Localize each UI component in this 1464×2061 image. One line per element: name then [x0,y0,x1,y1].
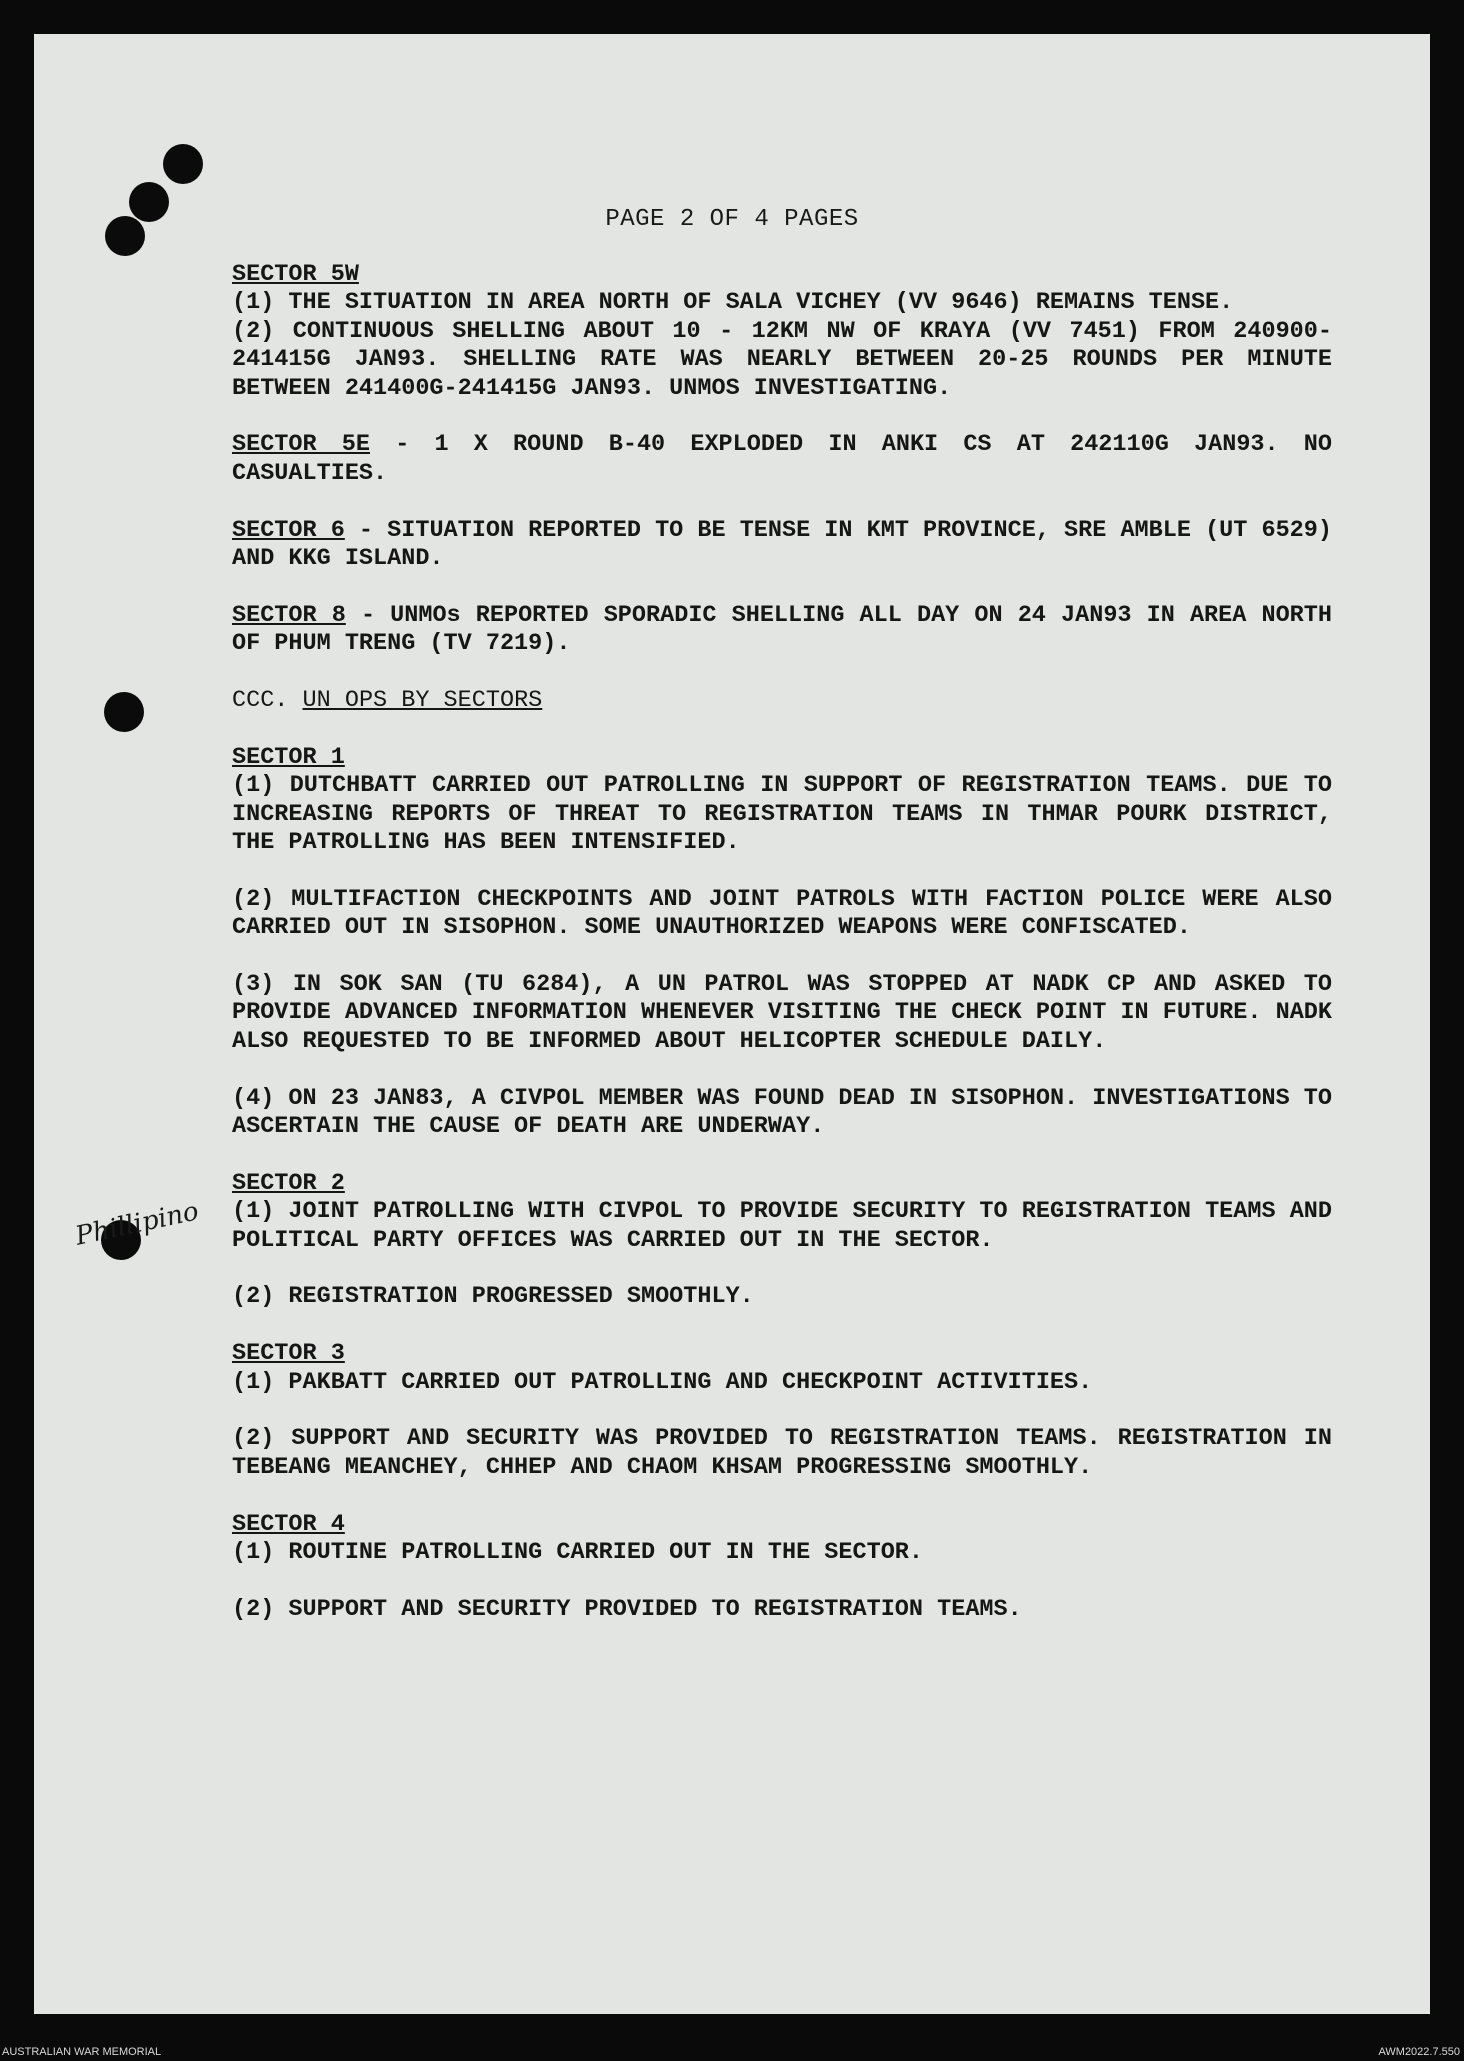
punch-hole [104,692,144,732]
document-page [34,34,1430,2014]
sector-3-block [232,1340,1332,1397]
footer-institution: AUSTRALIAN WAR MEMORIAL [2,2046,162,2058]
section-heading: SECTOR 4 [232,1510,345,1538]
section-heading: SECTOR 2 [232,1169,345,1197]
paragraph: (1) DUTCHBATT CARRIED OUT PATROLLING IN SUPPORT OF REGISTRATION TEAMS. DUE TO INCREASING REPORTS OF THREAT TO REGISTRATION TEAMS IN THMAR POURK DISTRICT, THE PATROLLING HAS BEEN INTENSIFIED. [232,772,1332,857]
section-heading: SECTOR 3 [232,1340,345,1368]
sector-5w-block [232,261,1332,403]
paragraph: (4) ON 23 JAN83, A CIVPOL MEMBER WAS FOUND DEAD IN SISOPHON. INVESTIGATIONS TO ASCERTAIN THE CAUSE OF DEATH ARE UNDERWAY. [232,1084,1332,1141]
sector-6-block [232,517,1332,574]
paragraph: (2) CONTINUOUS SHELLING ABOUT 10 - 12KM NW OF KRAYA (VV 7451) FROM 240900-241415G JAN93. SHELLING RATE WAS NEARLY BETWEEN 20-25 ROUNDS PER MINUTE BETWEEN 241400G-241415G JAN93. UNMOS INVESTIGATING. [232,317,1332,402]
paragraph: (2) SUPPORT AND SECURITY WAS PROVIDED TO REGISTRATION TEAMS. REGISTRATION IN TEBEANG MEANCHEY, CHHEP AND CHAOM KHSAM PROGRESSING SMOOTHLY. [232,1425,1332,1481]
sector-1-block [232,744,1332,858]
sector-8-block [232,602,1332,659]
paragraph: (1) PAKBATT CARRIED OUT PATROLLING AND CHECKPOINT ACTIVITIES. [232,1368,1093,1396]
footer-accession-number: AWM2022.7.550 [1378,2046,1460,2058]
ccc-heading-block [232,687,1332,715]
paragraph: - UNMOs REPORTED SPORADIC SHELLING ALL DAY ON 24 JAN93 IN AREA NORTH OF PHUM TRENG (TV 7219). [232,601,1332,658]
paragraph: (3) IN SOK SAN (TU 6284), A UN PATROL WAS STOPPED AT NADK CP AND ASKED TO PROVIDE ADVANCED INFORMATION WHENEVER VISITING THE CHECK POINT IN FUTURE. NADK ALSO REQUESTED TO BE INFORMED ABOUT HELICOPTER SCHEDULE DAILY. [232,971,1332,1055]
section-heading: SECTOR 5E [232,431,371,459]
section-heading: SECTOR 1 [232,743,345,771]
section-heading: UN OPS BY SECTORS [302,687,543,715]
section-heading: SECTOR 6 [232,516,345,544]
paragraph: (2) REGISTRATION PROGRESSED SMOOTHLY. [232,1283,754,1311]
sector-2-block [232,1170,1332,1255]
section-number: CCC. [232,687,289,715]
paragraph: (1) JOINT PATROLLING WITH CIVPOL TO PROVIDE SECURITY TO REGISTRATION TEAMS AND POLITICAL PARTY OFFICES WAS CARRIED OUT IN THE SECTOR. [232,1198,1332,1254]
punch-hole [163,144,203,184]
sector-4-block [232,1511,1332,1568]
page-header: PAGE 2 OF 4 PAGES [605,206,859,233]
paragraph: (2) SUPPORT AND SECURITY PROVIDED TO REGISTRATION TEAMS. [232,1595,1022,1623]
document-body [232,261,1332,1624]
section-heading: SECTOR 8 [232,601,346,629]
handwritten-note: Phillipino [72,1196,202,1252]
paragraph: - SITUATION REPORTED TO BE TENSE IN KMT PROVINCE, SRE AMBLE (UT 6529) AND KKG ISLAND. [232,516,1332,573]
section-heading: SECTOR 5W [232,261,359,288]
paragraph: (1) ROUTINE PATROLLING CARRIED OUT IN THE SECTOR. [232,1539,924,1567]
sector-5e-block [232,431,1332,488]
paragraph: - 1 X ROUND B-40 EXPLODED IN ANKI CS AT 242110G JAN93. NO CASUALTIES. [232,431,1333,487]
paragraph: (2) MULTIFACTION CHECKPOINTS AND JOINT PATROLS WITH FACTION POLICE WERE ALSO CARRIED OUT IN SISOPHON. SOME UNAUTHORIZED WEAPONS WERE CONFISCATED. [232,885,1332,942]
paragraph: (1) THE SITUATION IN AREA NORTH OF SALA VICHEY (VV 9646) REMAINS TENSE. [232,289,1234,317]
